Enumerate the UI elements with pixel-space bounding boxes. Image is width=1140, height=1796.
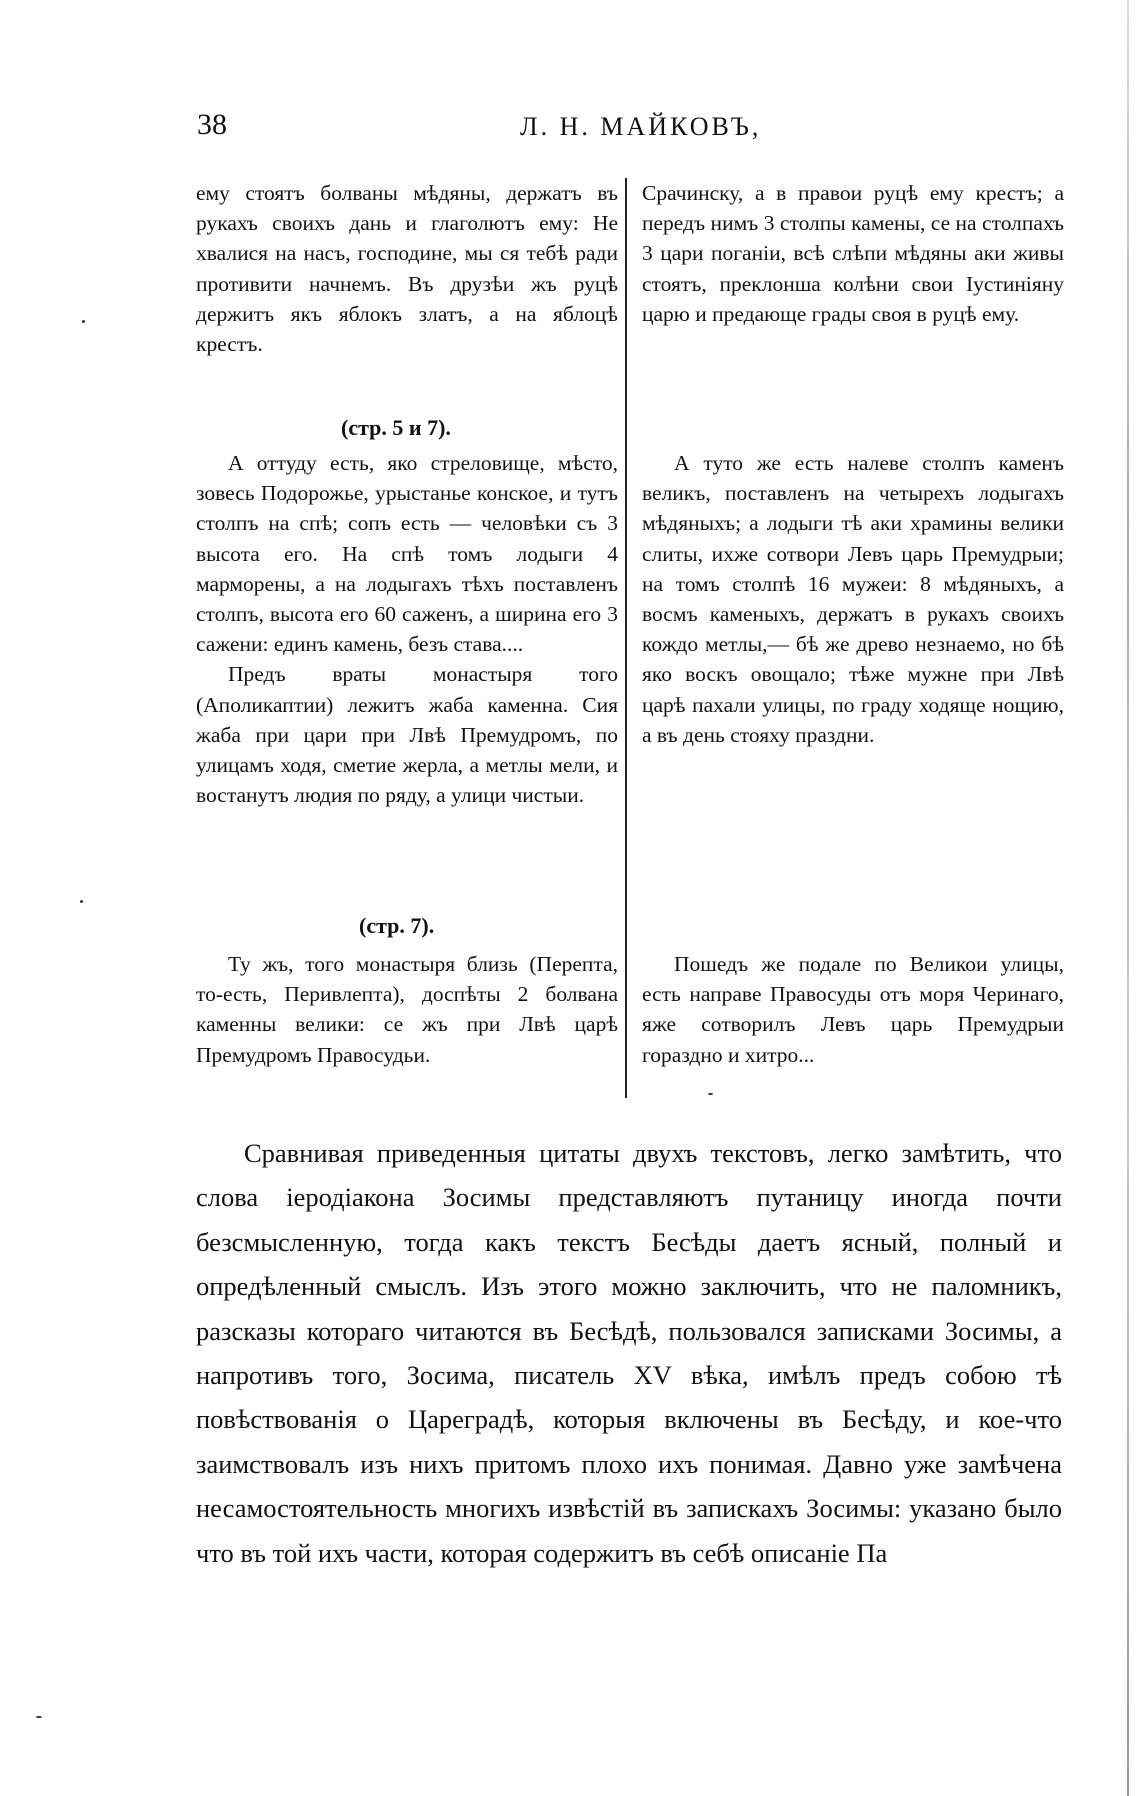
running-head: Л. Н. МАЙКОВЪ, — [520, 112, 762, 141]
left-block-1 — [196, 178, 618, 359]
scan-speck — [82, 320, 85, 323]
body-paragraph-text: Сравнивая приведенныя цитаты двухъ текстовъ, легко замѣтить, что слова іеродіакона Зосимы представляютъ путаницу иногда почти безсмысленную, тогда какъ текстъ Бесѣды даетъ ясный, полный и опредѣленный смыслъ. Изъ этого можно заключить, что не паломникъ, разсказы котораго читаются въ Бесѣдѣ, пользовался записками Зосимы, а напротивъ того, Зосима, писатель XV вѣка, имѣлъ предъ собою тѣ повѣствованія о Цареградѣ, которыя включены въ Бесѣду, и кое-что заимствовалъ изъ нихъ притомъ плохо ихъ понимая. Давно уже замѣчена несамостоятельность многихъ извѣстій въ запискахъ Зосимы: указано было что въ той ихъ части, которая содержитъ въ себѣ описаніе Па — [196, 1138, 1062, 1568]
body-paragraph — [196, 1131, 1062, 1575]
column-divider — [625, 178, 627, 1098]
scan-speck — [36, 1716, 42, 1718]
right-block-2-text: А туто же есть налеве столпъ каменъ великъ, поставленъ на четырехъ лодыгахъ мѣдяныхъ; а лодыги тѣ аки храмины велики слиты, ихже сотвори Левъ царь Премудрыи; на томъ столпѣ 16 мужеи: 8 мѣдяныхъ, а восмъ каменыхъ, держатъ в рукахъ своихъ кождо метлы,— бѣ же древо незнаемо, но бѣ яко воскъ овощало; тѣже мужне при Лвѣ царѣ пахали улицы, по граду ходяще нощию, а въ день стояху праздни. — [642, 451, 1064, 747]
page-number: 38 — [197, 108, 227, 141]
page-reference-1-text: (стр. 5 и 7). — [341, 415, 451, 440]
left-block-3-text: Ту жъ, того монастыря близь (Перепта, то-есть, Перивлепта), доспѣты 2 болвана каменны велики: се жъ при Лвѣ царѣ Премудромъ Правосудьи. — [196, 952, 618, 1067]
right-block-1 — [642, 178, 1064, 329]
page-reference-2-text: (стр. 7). — [359, 913, 435, 938]
scan-speck — [80, 900, 83, 903]
page-reference-1 — [341, 413, 451, 443]
scan-speck — [708, 1093, 713, 1095]
right-block-3-text: Пошедъ же подале по Великои улицы, есть направе Правосуды отъ моря Черинаго, яже сотворилъ Левъ царь Премудрыи гораздно и хитро... — [642, 952, 1064, 1067]
page-reference-2 — [359, 911, 434, 941]
right-block-1-text: Срачинску, а в правои руцѣ ему крестъ; а передъ нимъ 3 столпы камены, се на столпахъ 3 цари поганіи, всѣ слѣпи мѣдяны аки живы стоятъ, преклонша колѣни свои Іустиніяну царю и предающе грады своя в руцѣ ему. — [642, 181, 1064, 326]
right-block-2 — [642, 448, 1064, 750]
page-edge-shadow — [1127, 0, 1129, 1796]
left-block-3 — [196, 949, 618, 1070]
left-block-2-para-2: Предъ враты монастыря того (Аполикаптии) лежитъ жаба каменна. Сия жаба при цари при Лвѣ Премудромъ, по улицамъ ходя, сметие жерла, а метлы мели, и востанутъ людия по ряду, а улици чистыи. — [196, 662, 618, 808]
right-block-3 — [642, 949, 1064, 1070]
left-block-2-para-1: А оттуду есть, яко стреловище, мѣсто, зовесь Подорожье, урыстанье конское, и тутъ столпъ на спѣ; сопъ есть — человѣки съ 3 высота его. На спѣ томъ лодыги 4 марморены, а на лодыгахъ тѣхъ поставленъ столпъ, высота его 60 саженъ, а ширина его 3 сажени: единъ камень, безъ става.... — [196, 451, 618, 657]
left-block-1-text: ему стоятъ болваны мѣдяны, держатъ въ рукахъ своихъ дань и глаголютъ ему: Не хвалися на насъ, господине, мы ся тебѣ ради противити начнемъ. Въ друзѣи жъ руцѣ держитъ якъ яблокъ златъ, а на яблоцѣ крестъ. — [196, 181, 618, 357]
left-block-2 — [196, 448, 618, 810]
